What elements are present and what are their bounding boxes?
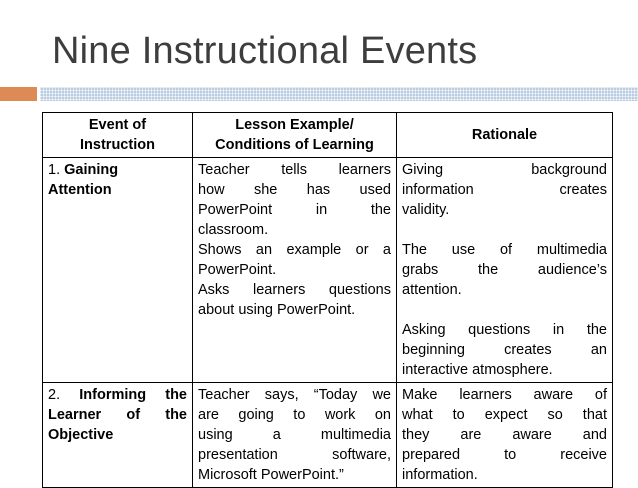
accent-bar bbox=[0, 87, 37, 101]
table-header-row bbox=[43, 113, 613, 158]
lesson-cell: Teacher says, “Today we are going to work on using a multimedia presentation software, Microsoft PowerPoint.” bbox=[193, 383, 397, 488]
rationale-cell: Giving background information creates validity. The use of multimedia grabs the audience’s attention. Asking questions in the beginning creates an interactive atmosphere. bbox=[397, 158, 613, 383]
rationale-cell: Make learners aware of what to expect so that they are aware and prepared to receive information. bbox=[397, 383, 613, 488]
table-row bbox=[43, 383, 613, 488]
lesson-cell: Teacher tells learners how she has used PowerPoint in the classroom. Shows an example or a PowerPoint. Asks learners questions about using PowerPoint. bbox=[193, 158, 397, 383]
pattern-bar bbox=[40, 87, 638, 101]
header-event: Event of Instruction bbox=[43, 113, 193, 158]
event-cell: 1. Gaining Attention bbox=[43, 158, 193, 383]
slide-title: Nine Instructional Events bbox=[52, 30, 478, 72]
event-cell: 2. Informing the Learner of the Objective bbox=[43, 383, 193, 488]
header-lesson: Lesson Example/ Conditions of Learning bbox=[193, 113, 397, 158]
table-row bbox=[43, 158, 613, 383]
events-table bbox=[42, 112, 613, 488]
header-rationale: Rationale bbox=[397, 113, 613, 158]
